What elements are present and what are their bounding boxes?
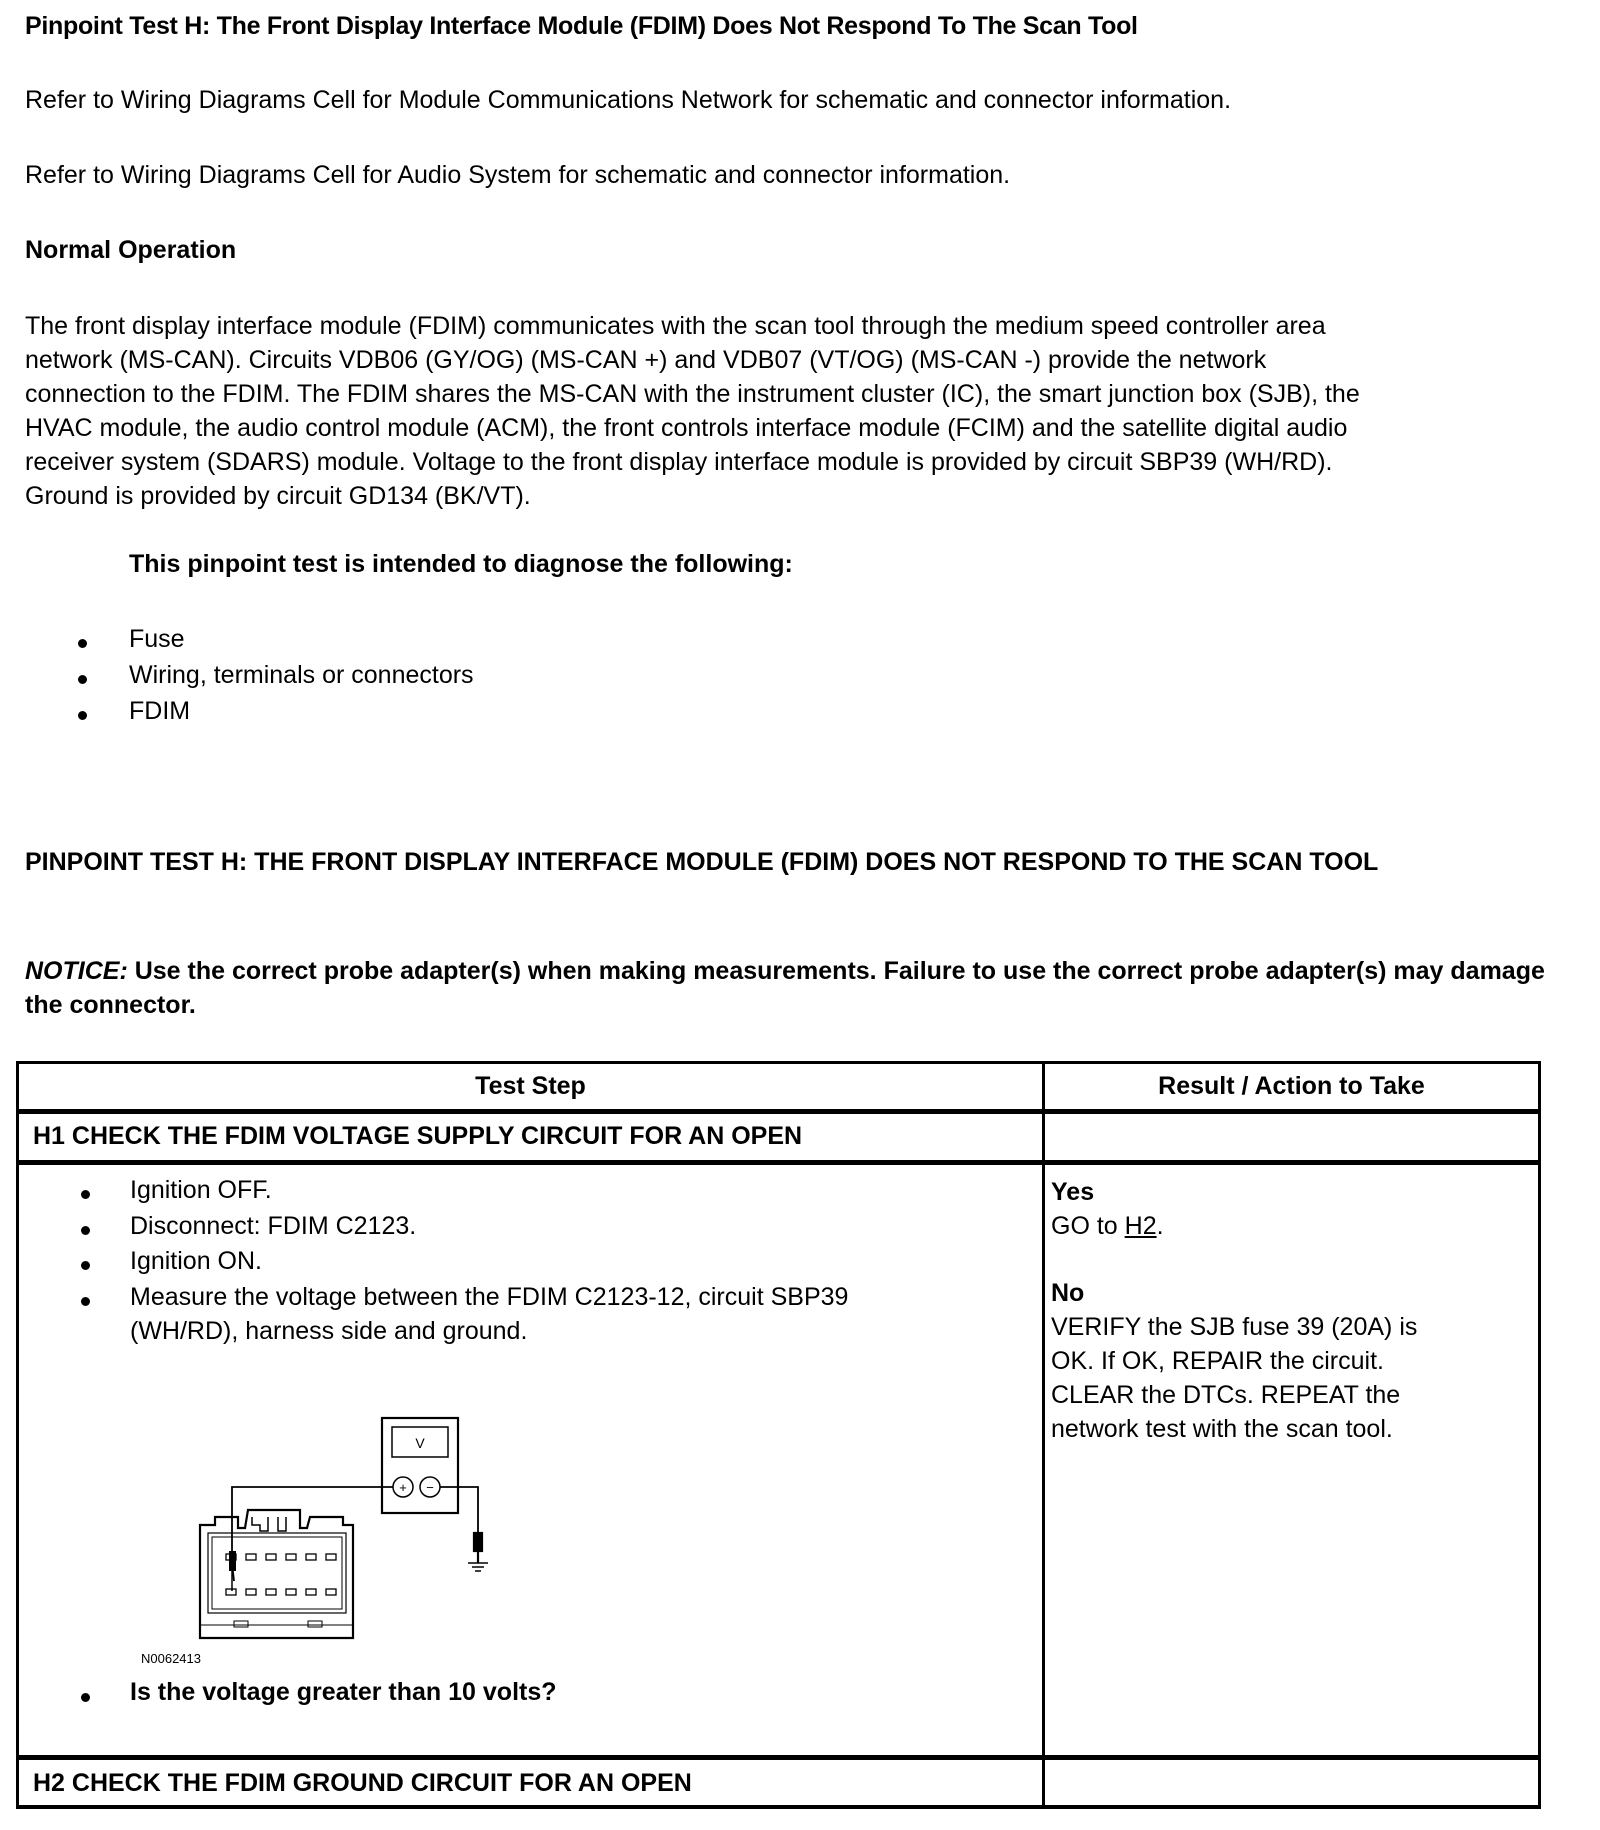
bullet-icon — [78, 711, 87, 720]
normal-operation-paragraph — [25, 309, 1585, 513]
bullet-icon — [81, 1190, 90, 1199]
row-divider — [19, 1160, 1538, 1165]
column-divider — [1042, 1064, 1045, 1806]
bullet-icon — [81, 1297, 90, 1306]
action-item: Measure the voltage between the FDIM C2123-12, circuit SBP39 — [130, 1283, 849, 1311]
result-no — [1051, 1276, 1417, 1446]
action-item: Ignition ON. — [130, 1247, 263, 1275]
row-divider — [19, 1109, 1538, 1114]
row-divider — [19, 1805, 1538, 1807]
no-action-line: network test with the scan tool. — [1051, 1415, 1393, 1443]
yes-action: GO to H2. — [1051, 1212, 1164, 1240]
no-action-line: OK. If OK, REPAIR the circuit. — [1051, 1347, 1384, 1375]
bullet-icon — [81, 1261, 90, 1270]
voltmeter-connector-diagram — [190, 1413, 520, 1653]
goto-h2-link[interactable]: H2 — [1124, 1212, 1157, 1240]
bullet-icon — [78, 675, 87, 684]
paragraph-line: The front display interface module (FDIM) communicates with the scan tool through the medium speed controller area — [25, 312, 1326, 340]
action-item: Disconnect: FDIM C2123. — [130, 1212, 417, 1240]
no-action-line: CLEAR the DTCs. REPEAT the — [1051, 1381, 1401, 1409]
result-yes — [1051, 1175, 1164, 1243]
bullet-icon — [81, 1226, 90, 1235]
step-h2-title: H2 CHECK THE FDIM GROUND CIRCUIT FOR AN OPEN — [33, 1769, 692, 1797]
list-item: Fuse — [129, 625, 185, 653]
pinpoint-test-heading: PINPOINT TEST H: THE FRONT DISPLAY INTERFACE MODULE (FDIM) DOES NOT RESPOND TO THE SCAN TOOL — [25, 848, 1379, 876]
minus-terminal-icon: − — [426, 1480, 434, 1495]
row-divider — [19, 1755, 1538, 1760]
list-item: FDIM — [129, 697, 191, 725]
figure-id: N0062413 — [141, 1651, 201, 1666]
no-action-line: VERIFY the SJB fuse 39 (20A) is — [1051, 1313, 1418, 1341]
bullet-icon — [81, 1693, 90, 1702]
header-test-step: Test Step — [475, 1072, 586, 1100]
meter-label: V — [415, 1435, 425, 1451]
action-item: Ignition OFF. — [130, 1176, 272, 1204]
header-result-action: Result / Action to Take — [1158, 1072, 1425, 1100]
wiring-reference-network: Refer to Wiring Diagrams Cell for Module Communications Network for schematic and connector information. — [25, 86, 1232, 114]
no-label: No — [1051, 1279, 1085, 1307]
paragraph-line: receiver system (SDARS) module. Voltage to the front display interface module is provided by circuit SBP39 (WH/RD). — [25, 448, 1333, 476]
normal-operation-heading: Normal Operation — [25, 236, 237, 264]
bullet-icon — [78, 639, 87, 648]
page-title: Pinpoint Test H: The Front Display Interface Module (FDIM) Does Not Respond To The Scan Tool — [25, 12, 1138, 40]
paragraph-line: connection to the FDIM. The FDIM shares the MS-CAN with the instrument cluster (IC), the smart junction box (SJB), the — [25, 380, 1360, 408]
notice-text: Use the correct probe adapter(s) when making measurements. Failure to use the correct probe adapter(s) may damage the connector. — [25, 957, 1545, 1019]
step-h1-title: H1 CHECK THE FDIM VOLTAGE SUPPLY CIRCUIT FOR AN OPEN — [33, 1122, 803, 1150]
notice — [25, 954, 1565, 1022]
notice-label: NOTICE: — [25, 957, 128, 985]
step-question: Is the voltage greater than 10 volts? — [130, 1678, 557, 1706]
list-item: Wiring, terminals or connectors — [129, 661, 474, 689]
action-item-continued: (WH/RD), harness side and ground. — [130, 1317, 528, 1345]
paragraph-line: HVAC module, the audio control module (ACM), the front controls interface module (FCIM) and the satellite digital audio — [25, 414, 1348, 442]
wiring-reference-audio: Refer to Wiring Diagrams Cell for Audio System for schematic and connector information. — [25, 161, 1011, 189]
paragraph-line: network (MS-CAN). Circuits VDB06 (GY/OG) (MS-CAN +) and VDB07 (VT/OG) (MS-CAN -) provide the network — [25, 346, 1267, 374]
paragraph-line: Ground is provided by circuit GD134 (BK/VT). — [25, 482, 531, 510]
plus-terminal-icon: + — [399, 1480, 407, 1495]
yes-label: Yes — [1051, 1178, 1095, 1206]
diagnose-intro: This pinpoint test is intended to diagnose the following: — [129, 550, 793, 578]
